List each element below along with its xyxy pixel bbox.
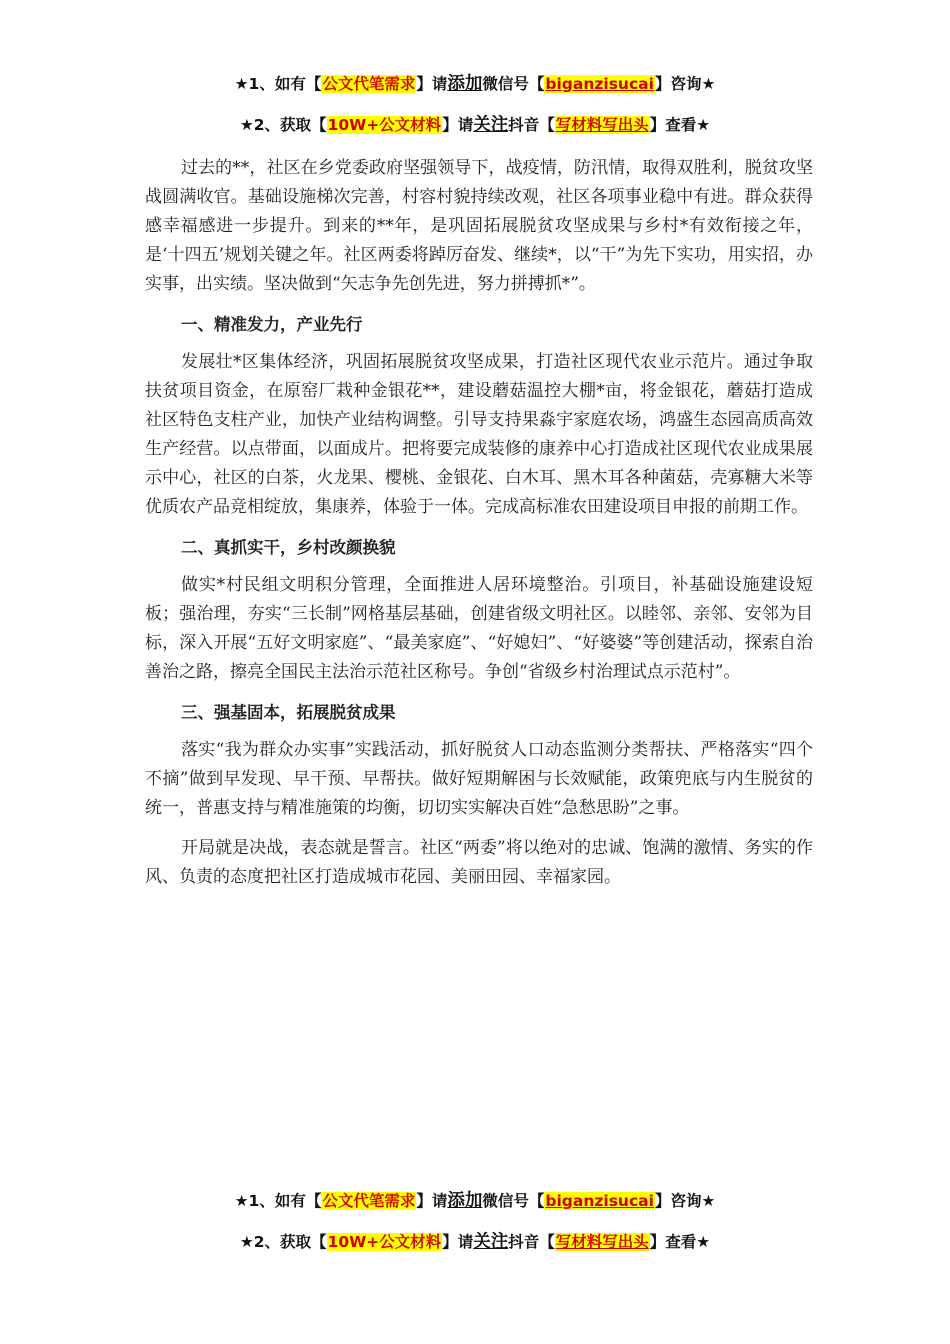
highlight-materials: 10W+公文材料 (327, 116, 442, 134)
closing-paragraph: 开局就是决战，表态就是誓言。社区“两委”将以绝对的忠诚、饱满的激情、务实的作风、负责的态度把社区打造成城市花园、美丽田园、幸福家园。 (145, 838, 813, 887)
banner-text: ★1、如有【 (234, 75, 322, 93)
section-1-heading: 一、精准发力，产业先行 (181, 315, 363, 334)
banner-text: 】咨询★ (654, 1192, 716, 1210)
banner-text: 】查看★ (649, 1233, 711, 1251)
douyin-account-link[interactable]: 写材料写出头 (555, 1233, 649, 1251)
emphasis-add: 添加 (447, 74, 483, 94)
banner-text: 】请 (442, 1233, 474, 1251)
banner-text: ★1、如有【 (234, 1192, 322, 1210)
intro-paragraph: 过去的**，社区在乡党委政府坚强领导下，战疫情，防汛情，取得双胜利，脱贫攻坚战圆满收官。基础设施梯次完善，村容村貌持续改观，社区各项事业稳中有进。群众获得感幸福感进一步提升。到来的**年，是巩固拓展脱贫攻坚成果与乡村*有效衔接之年，是‘十四五’规划关键之年。社区两委将踔厉奋发、继续*，以“干”为先下实功，用实招，办实事，出实绩。坚决做到“矢志争先创先进，努力拼搏抓*”。 (145, 158, 813, 294)
banner-text: 抖音【 (508, 116, 555, 134)
banner-text: 】查看★ (649, 116, 711, 134)
bottom-banner-line-1 (0, 1187, 950, 1212)
banner-text: ★2、获取【 (239, 116, 327, 134)
emphasis-add: 添加 (447, 1191, 483, 1211)
banner-text: 微信号【 (482, 1192, 545, 1210)
section-3-heading: 三、强基固本，拓展脱贫成果 (181, 703, 396, 722)
section-2-heading: 二、真抓实干，乡村改颜换貌 (181, 538, 396, 557)
highlight-service: 公文代笔需求 (322, 1192, 416, 1210)
banner-text: 微信号【 (482, 75, 545, 93)
banner-text: 】请 (416, 75, 448, 93)
wechat-id-link[interactable]: biganzisucai (545, 1192, 654, 1210)
section-3-paragraph: 落实“我为群众办实事”实践活动，抓好脱贫人口动态监测分类帮扶、严格落实“四个不摘”做到早发现、早干预、早帮扶。做好短期解困与长效赋能，政策兜底与内生脱贫的统一，普惠支持与精准施策的均衡，切切实实解决百姓“急愁思盼”之事。 (145, 740, 813, 818)
top-banner-line-2 (0, 111, 950, 136)
banner-text: 】请 (416, 1192, 448, 1210)
highlight-materials: 10W+公文材料 (327, 1233, 442, 1251)
section-2-paragraph: 做实*村民组文明积分管理，全面推进人居环境整治。引项目，补基础设施建设短板；强治理，夯实“三长制”网格基层基础，创建省级文明社区。以睦邻、亲邻、安邻为目标，深入开展“五好文明家庭”、“最美家庭”、“好媳妇”、“好婆婆”等创建活动，探索自治善治之路，擦亮全国民主法治示范社区称号。争创“省级乡村治理试点示范村”。 (145, 575, 813, 682)
banner-text: 抖音【 (508, 1233, 555, 1251)
wechat-id-link[interactable]: biganzisucai (545, 75, 654, 93)
highlight-service: 公文代笔需求 (322, 75, 416, 93)
document-body (145, 154, 813, 903)
emphasis-follow: 关注 (473, 1232, 509, 1252)
emphasis-follow: 关注 (473, 115, 509, 135)
douyin-account-link[interactable]: 写材料写出头 (555, 116, 649, 134)
top-banner-line-1 (0, 70, 950, 95)
section-1-paragraph: 发展壮*区集体经济，巩固拓展脱贫攻坚成果，打造社区现代农业示范片。通过争取扶贫项目资金，在原窑厂栽种金银花**，建设蘑菇温控大棚*亩，将金银花，蘑菇打造成社区特色支柱产业，加快产业结构调整。引导支持果淼宇家庭农场，鸿盛生态园高质高效生产经营。以点带面，以面成片。把将要完成装修的康养中心打造成社区现代农业成果展示中心，社区的白茶，火龙果、樱桃、金银花、白木耳、黑木耳各种菌菇，壳寡糖大米等优质农产品竞相绽放，集康养，体验于一体。完成高标准农田建设项目申报的前期工作。 (145, 352, 813, 517)
banner-text: 】咨询★ (654, 75, 716, 93)
bottom-banner-line-2 (0, 1228, 950, 1253)
banner-text: 】请 (442, 116, 474, 134)
banner-text: ★2、获取【 (239, 1233, 327, 1251)
